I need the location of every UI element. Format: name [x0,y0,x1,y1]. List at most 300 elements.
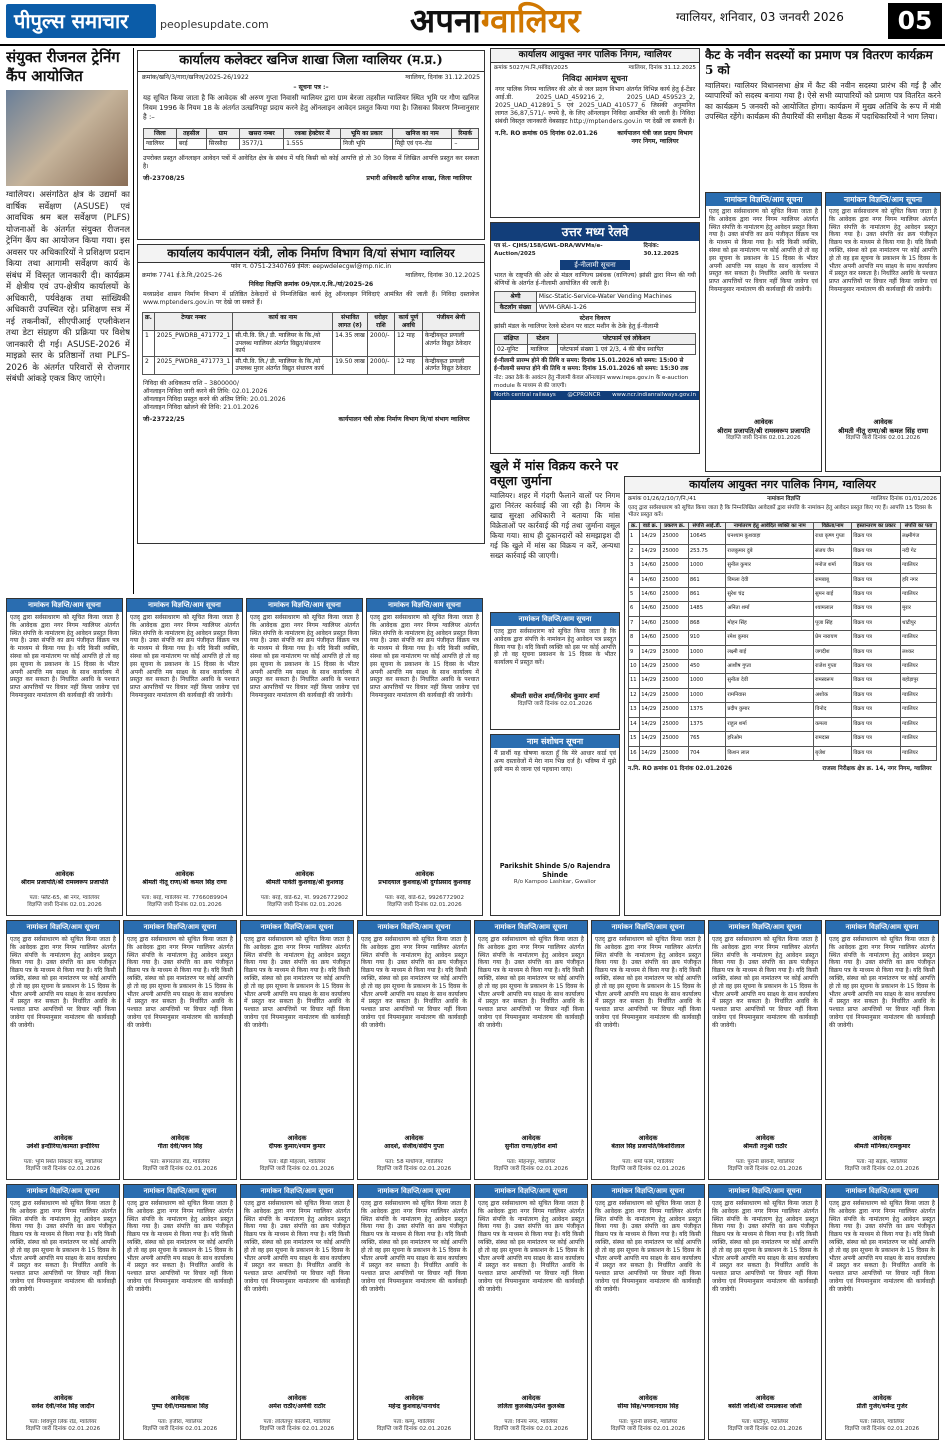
pwd-col-header: कार्य पूर्ण अवधि [394,313,422,331]
notice-card-foot: विज्ञप्ति जारी दिनांक 02.01.2026 [727,1425,803,1432]
nagar-cell: 10 [629,660,640,674]
nagar-cell: 1000 [688,559,726,573]
nagar-cell: 25000 [661,645,689,659]
pwd-date-line: निविदा की अधिकतम राशि – 3800000/ [143,379,239,387]
pwd-cell: 1 [143,331,155,357]
notice-card-foot: विज्ञप्ति जारी दिनांक 02.01.2026 [147,901,222,908]
collector-cell: सिरसौदा [206,139,239,150]
nagar-cell: विक्रय पत्र [852,616,901,630]
railway-dates [491,357,699,373]
notice-card-sign: श्रीमती मोनिका/रामकुमार [853,1142,911,1150]
notice-card-body: एतद् द्वारा सर्वसाधारण को सूचित किया जाता है कि आवेदक द्वारा नगर निगम ग्वालियर अंतर्गत स्थित संपत्ति के नामांतरण हेतु आवेदन प्रस्तुत किया गया है। उक्त संपत्ति का क्रय पंजीकृत विक्रय पत्र के माध्यम से किया गया है। यदि किसी व्यक्ति, संस्था को इस नामांतरण पर कोई आपत्ति हो तो वह इस सूचना के प्रकाशन के 15 दिवस के भीतर अपनी आपत्ति मय साक्ष्य के साथ कार्यालय में प्रस्तुत कर सकता है। निर्धारित अवधि के पश्चात प्राप्त आपत्तियों पर विचार नहीं किया जावेगा एवं नियमानुसार नामांतरण की कार्यवाही की जावेगी। [10,614,119,699]
nagar-cell: सुरेश चंद्र [726,588,814,602]
pwd-table-row [143,331,480,357]
nagar-cell: 14/60 [640,559,661,573]
collector-code: जी–23708/25 [143,174,185,182]
notice-card-heading: नामांकन विज्ञप्ति/आम सूचना [592,1185,704,1198]
notice-card-sign: सर्वेश देवी/नरेश सिंह जादौन [31,1402,95,1410]
railway-date-line: ई-नीलामी समाप्त होने की तिथि व समय: दिनांक 15.01.2026 को समय: 15:30 तक [494,366,689,372]
nagar-cell: विक्रय पत्र [852,660,901,674]
table-row [629,732,937,746]
notice-card-applicant-label: आवेदक [287,1134,307,1142]
nagar-cell: 25000 [661,602,689,616]
small-notice-1-foot: विज्ञप्ति जारी दिनांक 02.01.2026 [517,700,593,707]
pwd-notice [137,244,485,544]
nagar-cell: विक्रय पत्र [852,530,901,544]
notice-card-address: पता: सिरोल, ग्वालियर [859,1418,905,1425]
railway-footnote: नोट: उक्त ठेके के आवंटन हेतु नीलामी केवल ऑनलाइन www.ireps.gov.in के e-auction module के माध्यम से की जाएगी। [494,375,689,389]
notice-card-body: एतद् द्वारा सर्वसाधारण को सूचित किया जाता है कि आवेदक द्वारा नगर निगम ग्वालियर अंतर्गत स्थित संपत्ति के नामांतरण हेतु आवेदन प्रस्तुत किया गया है। उक्त संपत्ति का क्रय पंजीकृत विक्रय पत्र के माध्यम से किया गया है। यदि किसी व्यक्ति, संस्था को इस नामांतरण पर कोई आपत्ति हो तो वह इस सूचना के प्रकाशन के 15 दिवस के भीतर अपनी आपत्ति मय साक्ष्य के साथ कार्यालय में प्रस्तुत कर सकता है। निर्धारित अवधि के पश्चात प्राप्त आपत्तियों पर विचार नहीं किया जावेगा एवं नियमानुसार नामांतरण की कार्यवाही की जावेगी। [10,936,116,1029]
nagar-col-header: नामांतरण हेतु आवेदित व्यक्ति का नाम [726,523,814,530]
table-row [629,588,937,602]
notice-card-sign: सीमा सिंह/भगवानदास सिंह [617,1402,679,1410]
nagar-cell: 14/60 [640,573,661,587]
nagar-cell: 14/29 [640,660,661,674]
nagar-cell: रामस्वरूप [814,674,852,688]
nagar-tender-code: न.नि. RO क्रमांक 05 दिनांक 02.01.26 [495,130,598,137]
notice-card-address: पता: फ्लैट-65, श्री नगर, ग्वालियर [29,894,100,901]
nagar-cell: 15 [629,732,640,746]
notice-card-sign: श्रीराम प्रजापति/श्री रामस्वरूप प्रजापति [20,878,109,886]
meat-story-title: खुले में मांस विक्रय करने पर वसूला जुर्माना [490,458,618,488]
nagar-cell: हरिओम [726,732,814,746]
nagar-cell: 25000 [661,660,689,674]
notice-card-address: पता: शर्मा फार्म, ग्वालियर [622,1158,674,1165]
notice-card-body: एतद् द्वारा सर्वसाधारण को सूचित किया जाता है कि आवेदक द्वारा नगर निगम ग्वालियर अंतर्गत स्थित संपत्ति के नामांतरण हेतु आवेदन प्रस्तुत किया गया है। उक्त संपत्ति का क्रय पंजीकृत विक्रय पत्र के माध्यम से किया गया है। यदि किसी व्यक्ति, संस्था को इस नामांतरण पर कोई आपत्ति हो तो वह इस सूचना के प्रकाशन के 15 दिवस के भीतर अपनी आपत्ति मय साक्ष्य के साथ कार्यालय में प्रस्तुत कर सकता है। निर्धारित अवधि के पश्चात प्राप्त आपत्तियों पर विचार नहीं किया जावेगा एवं नियमानुसार नामांतरण की कार्यवाही की जावेगी। [478,1200,584,1293]
nagar-cell: 14 [629,717,640,731]
railway-category-table [494,291,696,313]
railway-catalog-label: कैटलॉग संख्या [495,302,537,313]
right-notice-1-sign: श्रीराम प्रजापति/श्री रामस्वरूप प्रजापति [717,426,810,435]
nagar-table-sign: राजस्व निरीक्षक क्षेत्र क्र. 14, नगर निगम, ग्वालियर [822,765,932,772]
notice-card-body: एतद् द्वारा सर्वसाधारण को सूचित किया जाता है कि आवेदक द्वारा नगर निगम ग्वालियर अंतर्गत स्थित संपत्ति के नामांतरण हेतु आवेदन प्रस्तुत किया गया है। उक्त संपत्ति का क्रय पंजीकृत विक्रय पत्र के माध्यम से किया गया है। यदि किसी व्यक्ति, संस्था को इस नामांतरण पर कोई आपत्ति हो तो वह इस सूचना के प्रकाशन के 15 दिवस के भीतर अपनी आपत्ति मय साक्ष्य के साथ कार्यालय में प्रस्तुत कर सकता है। निर्धारित अवधि के पश्चात प्राप्त आपत्तियों पर विचार नहीं किया जावेगा एवं नियमानुसार नामांतरण की कार्यवाही की जावेगी। [361,1200,467,1293]
pwd-cell: 19.50 लाख [333,356,368,374]
small-notice-1 [490,612,620,730]
nagar-cell: 25000 [661,616,689,630]
notice-card-foot: विज्ञप्ति जारी दिनांक 02.01.2026 [25,1165,101,1172]
railway-footer-url[interactable]: www.ncr.indianrailways.gov.in [612,392,696,398]
collector-ref: क्रमांक/खनि/3/गारा/खनिज/2025-26/1922 [142,74,249,81]
collector-notice [137,50,485,240]
nagar-cell: ग्वालियर [901,732,937,746]
name-change-body: मैं प्रार्थी यह घोषणा करता हूँ कि मेरे आधार कार्ड एवं अन्य दस्तावेजों में मेरा नाम भिन्न दर्ज है। भविष्य में मुझे इसी नाम से जाना एवं पहचाना जाए। [494,750,616,773]
collector-table [143,128,479,150]
collector-cell: ग्वालियर [144,139,177,150]
nagar-cell: 450 [688,660,726,674]
notice-card-address: पता: कम्पू, ग्वालियर [393,1418,435,1425]
nagar-cell: 14/29 [640,688,661,702]
nagar-cell: ग्वालियर [901,703,937,717]
nagar-tender-sign: कार्यपालन यंत्री जल प्रदाय विभाग नगर निगम, ग्वालियर [617,130,693,145]
pwd-col-header: पंजीयन श्रेणी [422,313,479,331]
notice-card-address: पता: थाटीपुर, ग्वालियर [741,1418,789,1425]
pwd-date-line: ऑनलाइन निविदा खोलने की तिथि: 21.01.2026 [143,403,259,411]
notice-card-heading: नामांकन विज्ञप्ति/आम सूचना [475,1185,587,1198]
collector-col-header: भूमि का प्रकार [341,128,393,139]
notice-card-heading: नामांकन विज्ञप्ति/आम सूचना [709,1185,821,1198]
page-number: 05 [888,3,942,39]
notice-card-address: पता: पुरानी छावनी, ग्वालियर [618,1418,678,1425]
nagar-cell: 1000 [688,688,726,702]
nagar-table-ref: क्रमांक 01/26/2/10/7/नि./41 [628,496,697,502]
notice-card [708,1184,822,1440]
notice-card-address: पता: बरई, वार्ड-62, 9926772902 [384,894,465,901]
nagar-cell: आशीष गुप्ता [726,660,814,674]
nagar-cell: घनश्याम कुशवाहा [726,530,814,544]
notice-card-applicant-label: आवेदक [638,1394,658,1402]
nagar-cell: सुमन बाई [814,588,852,602]
nagar-cell: 25000 [661,703,689,717]
pwd-table [142,312,480,375]
notice-card-sign: पुष्पा देवी/रामप्रकाश सिंह [151,1402,209,1410]
pwd-cell: 2000/- [367,331,394,357]
notice-card-address: पता: सागरताल रोड, ग्वालियर [150,1158,210,1165]
nagar-cell: विक्रय पत्र [852,688,901,702]
nagar-cell: लक्ष्मीगंज [901,530,937,544]
nagar-col-header: संपत्ति आई.डी. [688,523,726,530]
nagar-cell: ग्वालियर [901,660,937,674]
notice-card-foot: विज्ञप्ति जारी दिनांक 02.01.2026 [727,1165,803,1172]
nagar-cell: लश्कर [901,645,937,659]
notice-card-applicant-label: आवेदक [872,1134,892,1142]
collector-col-header: रिमार्क [452,128,479,139]
notice-card-foot: विज्ञप्ति जारी दिनांक 02.01.2026 [142,1165,218,1172]
notice-card-address: पता: नई सड़क, ग्वालियर [856,1158,908,1165]
nagar-cell: लक्ष्मी बाई [726,645,814,659]
notice-card [6,1184,120,1440]
nagar-tender-title: कार्यालय आयुक्त नगर पालिक निगम, ग्वालियर [491,49,699,63]
pwd-body: मध्यप्रदेश शासन निर्माण विभाग में प्रतिष्ठित ठेकेदारों से निम्नलिखित कार्य हेतु ऑनलाइन निविदाएं आमंत्रित की जाती हैं। निविदा दस्तावेज www.mptenders.gov.in पर देखे जा सकते हैं। [143,291,479,306]
nagar-cell: 25000 [661,530,689,544]
small-notice-1-head: नामांकन विज्ञप्ति/आम सूचना [491,613,619,626]
nagar-cell: 861 [688,573,726,587]
table-row [629,544,937,558]
name-change-sign: Parikshit Shinde S/o Rajendra Shinde [499,862,611,879]
notice-card [6,920,120,1180]
name-change-notice [490,734,620,916]
nagar-cell: 14/60 [640,616,661,630]
notice-card-heading: नामांकन विज्ञप्ति/आम सूचना [241,921,353,934]
nagar-cell: 14/29 [640,732,661,746]
right-notice-1-body: एतद् द्वारा सर्वसाधारण को सूचित किया जाता है कि आवेदक द्वारा नगर निगम ग्वालियर अंतर्गत स्थित संपत्ति के नामांतरण हेतु आवेदन प्रस्तुत किया गया है। उक्त संपत्ति का क्रय पंजीकृत विक्रय पत्र के माध्यम से किया गया है। यदि किसी व्यक्ति, संस्था को इस नामांतरण पर कोई आपत्ति हो तो वह इस सूचना के प्रकाशन के 15 दिवस के भीतर अपनी आपत्ति मय साक्ष्य के साथ कार्यालय में प्रस्तुत कर सकता है। निर्धारित अवधि के पश्चात प्राप्त आपत्तियों पर विचार नहीं किया जावेगा एवं नियमानुसार नामांतरण की कार्यवाही की जावेगी। [709,208,818,293]
right-notice-1-head: नामांकन विज्ञप्ति/आम सूचना [706,193,821,206]
notice-card-address: पता: मोहनपुर, ग्वालियर [506,1158,556,1165]
table-row [629,717,937,731]
notice-card-address: पता: पुरानी छावनी, ग्वालियर [735,1158,795,1165]
notice-card-heading: नामांकन विज्ञप्ति/आम सूचना [826,1185,938,1198]
nagar-table-date: ग्वालियर दिनांक 01/01/2026 [871,496,937,502]
notice-card [474,1184,588,1440]
notice-card-foot: विज्ञप्ति जारी दिनांक 02.01.2026 [844,1425,920,1432]
railway-station-head: स्टेशन विवरण [579,315,611,322]
nagar-cell: जगदीश [814,645,852,659]
nagar-table-foot: न.नि. RO क्रमांक 01 दिनांक 02.01.2026 [628,765,733,772]
notice-card-address: पता: भूमि स्थित सिकंदर कंपू, ग्वालियर [23,1158,103,1165]
notice-card-body: एतद् द्वारा सर्वसाधारण को सूचित किया जाता है कि आवेदक द्वारा नगर निगम ग्वालियर अंतर्गत स्थित संपत्ति के नामांतरण हेतु आवेदन प्रस्तुत किया गया है। उक्त संपत्ति का क्रय पंजीकृत विक्रय पत्र के माध्यम से किया गया है। यदि किसी व्यक्ति, संस्था को इस नामांतरण पर कोई आपत्ति हो तो वह इस सूचना के प्रकाशन के 15 दिवस के भीतर अपनी आपत्ति मय साक्ष्य के साथ कार्यालय में प्रस्तुत कर सकता है। निर्धारित अवधि के पश्चात प्राप्त आपत्तियों पर विचार नहीं किया जावेगा एवं नियमानुसार नामांतरण की कार्यवाही की जावेगी। [829,1200,935,1293]
nagar-cell: 14/29 [640,674,661,688]
pwd-date-line: ऑनलाइन निविदा प्रस्तुत करने की अंतिम तिथि: 20.01.2026 [143,395,286,403]
notice-card-foot: विज्ञप्ति जारी दिनांक 02.01.2026 [27,901,102,908]
pwd-col-header: संभावित लागत (रु) [333,313,368,331]
nagar-cell: विक्रय पत्र [852,732,901,746]
collector-col-header: रकबा हेक्टेयर में [284,128,341,139]
notice-card-foot: विज्ञप्ति जारी दिनांक 02.01.2026 [267,901,342,908]
right-notice-1 [705,192,822,472]
nagar-cell: रामनिवास [726,688,814,702]
railway-title: उत्तर मध्य रेलवे [491,223,699,241]
notice-card [123,1184,237,1440]
nagar-cell: विक्रय पत्र [852,602,901,616]
pwd-subtitle: निविदा विज्ञप्ति क्रमांक 09/एल.ए.वि./यां/2025-26 [248,281,374,288]
nagar-tender-body: नगर पालिक निगम ग्वालियर की ओर से जल प्रदाय विभाग अंतर्गत विभिन्न कार्य हेतु ई-टेंडर आई.डी. 2025_UAD_459216_2, 2025_UAD_459523_2, 2025_UAD_412891_5 एवं 2025_UAD_410577_6 जिसकी अनुमानित लागत 36,87,571/- रुपये है, के लिए ऑनलाइन निविदा आमंत्रित की जाती है। निविदा संबंधी विस्तृत जानकारी वेबसाइट http://mptenders.gov.in पर देखी जा सकती है। [495,86,695,125]
notice-card-heading: नामांकन विज्ञप्ति/आम सूचना [475,921,587,934]
nagar-cell: 868 [688,616,726,630]
railway-catalog: WVM-GRAI-1-26 [536,302,695,313]
notice-card-sign: प्रभादयाल कुशवाह/श्री दुर्गाप्रसाद कुशवाह [378,878,471,886]
table-row [629,631,937,645]
railway-footer-handle[interactable]: @CPRONCR [567,392,601,398]
notice-card-heading: नामांकन विज्ञप्ति/आम सूचना [127,599,242,612]
nagar-table [628,522,937,761]
nagar-table-title: कार्यालय आयुक्त नगर पालिक निगम, ग्वालियर [625,477,940,494]
notice-card-body: एतद् द्वारा सर्वसाधारण को सूचित किया जाता है कि आवेदक द्वारा नगर निगम ग्वालियर अंतर्गत स्थित संपत्ति के नामांतरण हेतु आवेदन प्रस्तुत किया गया है। उक्त संपत्ति का क्रय पंजीकृत विक्रय पत्र के माध्यम से किया गया है। यदि किसी व्यक्ति, संस्था को इस नामांतरण पर कोई आपत्ति हो तो वह इस सूचना के प्रकाशन के 15 दिवस के भीतर अपनी आपत्ति मय साक्ष्य के साथ कार्यालय में प्रस्तुत कर सकता है। निर्धारित अवधि के पश्चात प्राप्त आपत्तियों पर विचार नहीं किया जावेगा एवं नियमानुसार नामांतरण की कार्यवाही की जावेगी। [10,1200,116,1293]
notice-card-address: पता: 58 माधौगंज, ग्वालियर [385,1158,443,1165]
notice-card-sign: आदर्श, संजीव/संदीप गुप्ता [384,1142,444,1150]
right-notice-2 [825,192,941,472]
notice-card-sign: बसंती जोशी/श्री रामप्रकाश जोशी [728,1402,802,1410]
pwd-date: ग्वालियर, दिनांक 30.12.2025 [405,272,480,279]
notice-card-applicant-label: आवेदक [287,1394,307,1402]
right-notice-2-head: नामांकन विज्ञप्ति/आम सूचना [826,193,940,206]
notice-card-sign: गीता देवी/पवन सिंह [157,1142,203,1150]
railway-ref: पत्र सं.- CJHS/158/GWL-DRA/WVMs/e-Auction/2025 [494,243,603,257]
pwd-cell: 12 माह [394,331,422,357]
nagar-cell: राजकुमार दुबे [726,544,814,558]
notice-card-foot: विज्ञप्ति जारी दिनांक 02.01.2026 [259,1425,335,1432]
notice-card-foot: विज्ञप्ति जारी दिनांक 02.01.2026 [25,1425,101,1432]
notice-card-heading: नामांकन विज्ञप्ति/आम सूचना [7,599,122,612]
nagar-cell: 10645 [688,530,726,544]
nagar-col-header: संपत्ति का पता [901,523,937,530]
nagar-cell: 1 [629,530,640,544]
nagar-cell: 6 [629,602,640,616]
notice-card-applicant-label: आवेदक [755,1134,775,1142]
table-row [629,688,937,702]
nagar-cell: 1485 [688,602,726,616]
notice-card-address: पता: ललितपुर कॉलोनी, ग्वालियर [263,1418,331,1425]
nagar-cell: सुनील कुमार [726,559,814,573]
collector-title: कार्यालय कलेक्टर खनिज शाखा जिला ग्वालियर (म.प्र.) [138,51,484,72]
pwd-cell: सी.पी.वि. लि./ डी. ग्वालियर के कि./यो उपलब्ध मुरार अंतर्गत विद्युत संधारण कार्य [233,356,333,374]
right-notice-1-label: आवेदक [754,418,773,426]
nagar-cell: 14/60 [640,602,661,616]
notice-card-foot: विज्ञप्ति जारी दिनांक 02.01.2026 [376,1425,452,1432]
pwd-cell: 14.35 लाख [333,331,368,357]
nagar-cell: सुनीता देवी [726,674,814,688]
notice-card-heading: नामांकन विज्ञप्ति/आम सूचना [826,921,938,934]
pwd-col-header: धरोहर राशि [367,313,394,331]
railway-subtitle: ई-नीलामी सूचना [560,260,630,270]
railway-body: भारत के राष्ट्रपति की ओर से मंडल वाणिज्य प्रबंधक (वाणिज्य) झांसी द्वारा निम्न की गयी श्रेणियों के अंतर्गत ई-नीलामी आयोजित की जाती है। [494,272,696,287]
pwd-table-row [143,356,480,374]
nagar-cell: 1375 [688,703,726,717]
nagar-cell: मुरार [901,602,937,616]
nagar-cell: ग्वालियर [901,559,937,573]
nagar-cell: मनोज शर्मा [814,559,852,573]
notice-card [474,920,588,1180]
pwd-code: जी–23722/25 [143,415,185,423]
notice-card-address: पता: हजीरा, ग्वालियर [157,1418,203,1425]
collector-col-header: खसरा नम्बर [239,128,283,139]
notice-card-heading: नामांकन विज्ञप्ति/आम सूचना [7,1185,119,1198]
collector-body: यह सूचित किया जाता है कि आवेदक श्री अरुण गुप्ता निवासी ग्वालियर द्वारा ग्राम बेरजा तहसील ग्वालियर स्थित भूमि पर गौण खनिज नियम 1996 के नियम 18 के अंतर्गत उत्खनिपट्टा प्रदाय करने हेतु ऑनलाइन आवेदन प्रस्तुत किया गया है। जिसका विवरण निम्नानुसार है :– [143,94,479,121]
notice-card-sign: उर्वशी इन्दौरिया/कामता इन्दौरिया [26,1142,100,1150]
table-row [629,530,937,544]
meat-story-body: ग्वालियर। शहर में गंदगी फैलाने वालों पर निगम द्वारा निरंतर कार्रवाई की जा रही है। निगम के खाद्य सुरक्षा अधिकारी ने बताया कि मांस विक्रेताओं पर कार्रवाई की गई तथा जुर्माना वसूल किया गया। साथ ही दुकानदारों को समझाइश दी गई कि खुले में मांस का विक्रय न करें, अन्यथा सख्त कार्रवाई की जाएगी। [490,491,620,560]
notice-card-body: एतद् द्वारा सर्वसाधारण को सूचित किया जाता है कि आवेदक द्वारा नगर निगम ग्वालियर अंतर्गत स्थित संपत्ति के नामांतरण हेतु आवेदन प्रस्तुत किया गया है। उक्त संपत्ति का क्रय पंजीकृत विक्रय पत्र के माध्यम से किया गया है। यदि किसी व्यक्ति, संस्था को इस नामांतरण पर कोई आपत्ति हो तो वह इस सूचना के प्रकाशन के 15 दिवस के भीतर अपनी आपत्ति मय साक्ष्य के साथ कार्यालय में प्रस्तुत कर सकता है। निर्धारित अवधि के पश्चात प्राप्त आपत्तियों पर विचार नहीं किया जावेगा एवं नियमानुसार नामांतरण की कार्यवाही की जावेगी। [712,936,818,1029]
table-row [629,559,937,573]
nagar-cell: 4 [629,573,640,587]
notice-card [366,598,483,916]
notice-card-applicant-label: आवेदक [872,1394,892,1402]
pwd-col-header: टेण्डर नम्बर [154,313,232,331]
nagar-cell: 861 [688,588,726,602]
notice-card-heading: नामांकन विज्ञप्ति/आम सूचना [358,921,470,934]
collector-col-header: तहसील [176,128,206,139]
nagar-cell: 25000 [661,688,689,702]
railway-category-label: श्रेणी [495,292,537,303]
collector-cell: बरई [176,139,206,150]
notice-card-applicant-label: आवेदक [170,1394,190,1402]
nagar-cell: 3 [629,559,640,573]
notice-card [246,598,363,916]
notice-card-sign: दीपक कुमार/श्याम कुमार [268,1142,326,1150]
railway-station: झांसी मंडल के ग्वालियर रेलवे स्टेशन पर वाटर मशीन के ठेके हेतु ई-नीलामी [494,323,659,330]
pwd-cell: 2 [143,356,155,374]
notice-card-body: एतद् द्वारा सर्वसाधारण को सूचित किया जाता है कि आवेदक द्वारा नगर निगम ग्वालियर अंतर्गत स्थित संपत्ति के नामांतरण हेतु आवेदन प्रस्तुत किया गया है। उक्त संपत्ति का क्रय पंजीकृत विक्रय पत्र के माध्यम से किया गया है। यदि किसी व्यक्ति, संस्था को इस नामांतरण पर कोई आपत्ति हो तो वह इस सूचना के प्रकाशन के 15 दिवस के भीतर अपनी आपत्ति मय साक्ष्य के साथ कार्यालय में प्रस्तुत कर सकता है। निर्धारित अवधि के पश्चात प्राप्त आपत्तियों पर विचार नहीं किया जावेगा एवं नियमानुसार नामांतरण की कार्यवाही की जावेगी। [595,1200,701,1293]
table-row [629,674,937,688]
railway-footer [491,391,699,400]
nagar-col-header: विक्रेता/नाम [814,523,852,530]
left-story [6,48,130,594]
pwd-cell: 2000/- [367,356,394,374]
right-notice-1-foot: विज्ञप्ति जारी दिनांक 02.01.2026 [726,435,801,441]
nagar-cell: थाटीपुर [901,616,937,630]
railway-date-line: ई-नीलामी प्रारम्भ होने की तिथि व समय: दिनांक 15.01.2026 को समय: 15:00 से [494,358,684,364]
small-notice-1-sign: श्रीमती सरोज शर्मा/विनोद कुमार शर्मा [510,692,600,700]
training-photo [6,90,128,186]
notice-card [591,920,705,1180]
railway-date: दिनांक: 30.12.2025 [643,243,679,257]
notice-card-sign: महेन्द्र कुशवाह/पानाचंद [388,1402,440,1410]
nagar-cell: राधा कृष्ण गुप्ता [814,530,852,544]
notice-card-foot: विज्ञप्ति जारी दिनांक 02.01.2026 [376,1165,452,1172]
pwd-cell: 12 माह [394,356,422,374]
nagar-cell: विक्रय पत्र [852,645,901,659]
pwd-cell: केन्द्रीयकृत प्रणाली अंतर्गत विद्युत ठेकेदार [422,356,479,374]
nagar-cell: विक्रय पत्र [852,703,901,717]
table-row [629,616,937,630]
notice-card [708,920,822,1180]
notice-card-applicant-label: आवेदक [53,1134,73,1142]
table-row [629,746,937,760]
cat-story-title: कैट के नवीन सदस्यों का प्रमाण पत्र वितरण कार्यक्रम 5 को [705,48,933,77]
nagar-tender-date: ग्वालियर, दिनांक 31.12.2025 [628,65,696,71]
nagar-cell: रामबाबू [814,573,852,587]
nagar-cell: 14/29 [640,530,661,544]
nagar-cell: विक्रय पत्र [852,631,901,645]
pwd-date-line: ऑनलाइन निविदा जारी करने की तिथि: 02.01.2026 [143,387,268,395]
page-title [410,0,581,42]
nagar-cell: 25000 [661,674,689,688]
collector-cell: मिट्टी एवं एन–रोड [393,139,452,150]
notice-card-applicant-label: आवेदक [53,1394,73,1402]
nagar-tender-notice [490,48,700,218]
right-notice-2-label: आवेदक [873,418,893,426]
table-row [629,645,937,659]
newspaper-logo: पीपुल्स समाचार [6,4,156,38]
nagar-cell: किशन लाल [726,746,814,760]
nagar-cell: 25000 [661,732,689,746]
nagar-cell: 12 [629,688,640,702]
nagar-cell: ग्वालियर [901,588,937,602]
dateline: ग्वालियर, शनिवार, 03 जनवरी 2026 [676,10,844,24]
nagar-cell: ग्वालियर [901,746,937,760]
nagar-cell: 14/60 [640,588,661,602]
pwd-date-lines [138,378,484,414]
notice-card-body: एतद् द्वारा सर्वसाधारण को सूचित किया जाता है कि आवेदक द्वारा नगर निगम ग्वालियर अंतर्गत स्थित संपत्ति के नामांतरण हेतु आवेदन प्रस्तुत किया गया है। उक्त संपत्ति का क्रय पंजीकृत विक्रय पत्र के माध्यम से किया गया है। यदि किसी व्यक्ति, संस्था को इस नामांतरण पर कोई आपत्ति हो तो वह इस सूचना के प्रकाशन के 15 दिवस के भीतर अपनी आपत्ति मय साक्ष्य के साथ कार्यालय में प्रस्तुत कर सकता है। निर्धारित अवधि के पश्चात प्राप्त आपत्तियों पर विचार नहीं किया जावेगा एवं नियमानुसार नामांतरण की कार्यवाही की जावेगी। [712,1200,818,1293]
notice-card-applicant-label: आवेदक [170,1134,190,1142]
nagar-nomination-notice [624,476,941,916]
notice-card-heading: नामांकन विज्ञप्ति/आम सूचना [367,599,482,612]
notice-card-body: एतद् द्वारा सर्वसाधारण को सूचित किया जाता है कि आवेदक द्वारा नगर निगम ग्वालियर अंतर्गत स्थित संपत्ति के नामांतरण हेतु आवेदन प्रस्तुत किया गया है। उक्त संपत्ति का क्रय पंजीकृत विक्रय पत्र के माध्यम से किया गया है। यदि किसी व्यक्ति, संस्था को इस नामांतरण पर कोई आपत्ति हो तो वह इस सूचना के प्रकाशन के 15 दिवस के भीतर अपनी आपत्ति मय साक्ष्य के साथ कार्यालय में प्रस्तुत कर सकता है। निर्धारित अवधि के पश्चात प्राप्त आपत्तियों पर विचार नहीं किया जावेगा एवं नियमानुसार नामांतरण की कार्यवाही की जावेगी। [127,936,233,1029]
nagar-cell: विक्रय पत्र [852,746,901,760]
nagar-cell: 765 [688,732,726,746]
notice-card-body: एतद् द्वारा सर्वसाधारण को सूचित किया जाता है कि आवेदक द्वारा नगर निगम ग्वालियर अंतर्गत स्थित संपत्ति के नामांतरण हेतु आवेदन प्रस्तुत किया गया है। उक्त संपत्ति का क्रय पंजीकृत विक्रय पत्र के माध्यम से किया गया है। यदि किसी व्यक्ति, संस्था को इस नामांतरण पर कोई आपत्ति हो तो वह इस सूचना के प्रकाशन के 15 दिवस के भीतर अपनी आपत्ति मय साक्ष्य के साथ कार्यालय में प्रस्तुत कर सकता है। निर्धारित अवधि के पश्चात प्राप्त आपत्तियों पर विचार नहीं किया जावेगा एवं नियमानुसार नामांतरण की कार्यवाही की जावेगी। [829,936,935,1029]
nagar-cell: ग्वालियर [901,688,937,702]
nagar-cell: 910 [688,631,726,645]
nagar-cell: 1000 [688,645,726,659]
nagar-cell: 11 [629,674,640,688]
notice-card-body: एतद् द्वारा सर्वसाधारण को सूचित किया जाता है कि आवेदक द्वारा नगर निगम ग्वालियर अंतर्गत स्थित संपत्ति के नामांतरण हेतु आवेदन प्रस्तुत किया गया है। उक्त संपत्ति का क्रय पंजीकृत विक्रय पत्र के माध्यम से किया गया है। यदि किसी व्यक्ति, संस्था को इस नामांतरण पर कोई आपत्ति हो तो वह इस सूचना के प्रकाशन के 15 दिवस के भीतर अपनी आपत्ति मय साक्ष्य के साथ कार्यालय में प्रस्तुत कर सकता है। निर्धारित अवधि के पश्चात प्राप्त आपत्तियों पर विचार नहीं किया जावेगा एवं नियमानुसार नामांतरण की कार्यवाही की जावेगी। [130,614,239,699]
notice-card-foot: विज्ञप्ति जारी दिनांक 02.01.2026 [493,1425,569,1432]
notice-card-foot: विज्ञप्ति जारी दिनांक 02.01.2026 [844,1165,920,1172]
notice-card-address: पता: बेड़ी मोहल्ला, ग्वालियर [268,1158,326,1165]
cat-story [705,48,941,188]
table-row [629,573,937,587]
nagar-cell: 8 [629,631,640,645]
nagar-table-intro: एतद् द्वारा सर्वसाधारण को सूचित किया जाता है कि निम्नलिखित आवेदकों द्वारा संपत्ति के नामांकन हेतु आवेदन प्रस्तुत किए गए हैं। आपत्ति 15 दिवस के भीतर प्रस्तुत करें। [628,505,932,518]
collector-col-header: खनिज का नाम [393,128,452,139]
notice-card-body: एतद् द्वारा सर्वसाधारण को सूचित किया जाता है कि आवेदक द्वारा नगर निगम ग्वालियर अंतर्गत स्थित संपत्ति के नामांतरण हेतु आवेदन प्रस्तुत किया गया है। उक्त संपत्ति का क्रय पंजीकृत विक्रय पत्र के माध्यम से किया गया है। यदि किसी व्यक्ति, संस्था को इस नामांतरण पर कोई आपत्ति हो तो वह इस सूचना के प्रकाशन के 15 दिवस के भीतर अपनी आपत्ति मय साक्ष्य के साथ कार्यालय में प्रस्तुत कर सकता है। निर्धारित अवधि के पश्चात प्राप्त आपत्तियों पर विचार नहीं किया जावेगा एवं नियमानुसार नामांतरण की कार्यवाही की जावेगी। [127,1200,233,1293]
notice-card-body: एतद् द्वारा सर्वसाधारण को सूचित किया जाता है कि आवेदक द्वारा नगर निगम ग्वालियर अंतर्गत स्थित संपत्ति के नामांतरण हेतु आवेदन प्रस्तुत किया गया है। उक्त संपत्ति का क्रय पंजीकृत विक्रय पत्र के माध्यम से किया गया है। यदि किसी व्यक्ति, संस्था को इस नामांतरण पर कोई आपत्ति हो तो वह इस सूचना के प्रकाशन के 15 दिवस के भीतर अपनी आपत्ति मय साक्ष्य के साथ कार्यालय में प्रस्तुत कर सकता है। निर्धारित अवधि के पश्चात प्राप्त आपत्तियों पर विचार नहीं किया जावेगा एवं नियमानुसार नामांतरण की कार्यवाही की जावेगी। [478,936,584,1029]
nagar-cell: राहुल शर्मा [726,717,814,731]
nagar-cell: ग्वालियर [901,717,937,731]
nagar-cell: 16 [629,746,640,760]
notice-card-sign: श्रीमती पार्वती कुशवाह/श्री कुशवाह [265,878,344,886]
collector-cell: 3577/1 [239,139,283,150]
website-url[interactable]: peoplesupdate.com [160,18,269,31]
nagar-cell: श्यामलाल [814,602,852,616]
collector-col-header: जिला [144,128,177,139]
notice-card-applicant-label: आवेदक [295,870,314,878]
notice-card-foot: विज्ञप्ति जारी दिनांक 02.01.2026 [259,1165,335,1172]
notice-card [591,1184,705,1440]
nagar-cell: विमला देवी [726,573,814,587]
railway-col-header: संक्षिप्त [495,334,528,345]
notice-card-address: पता: बरई, ग्वालियर मो. 7766089904 [141,894,228,901]
railway-col-header: स्टेशन [528,334,557,345]
